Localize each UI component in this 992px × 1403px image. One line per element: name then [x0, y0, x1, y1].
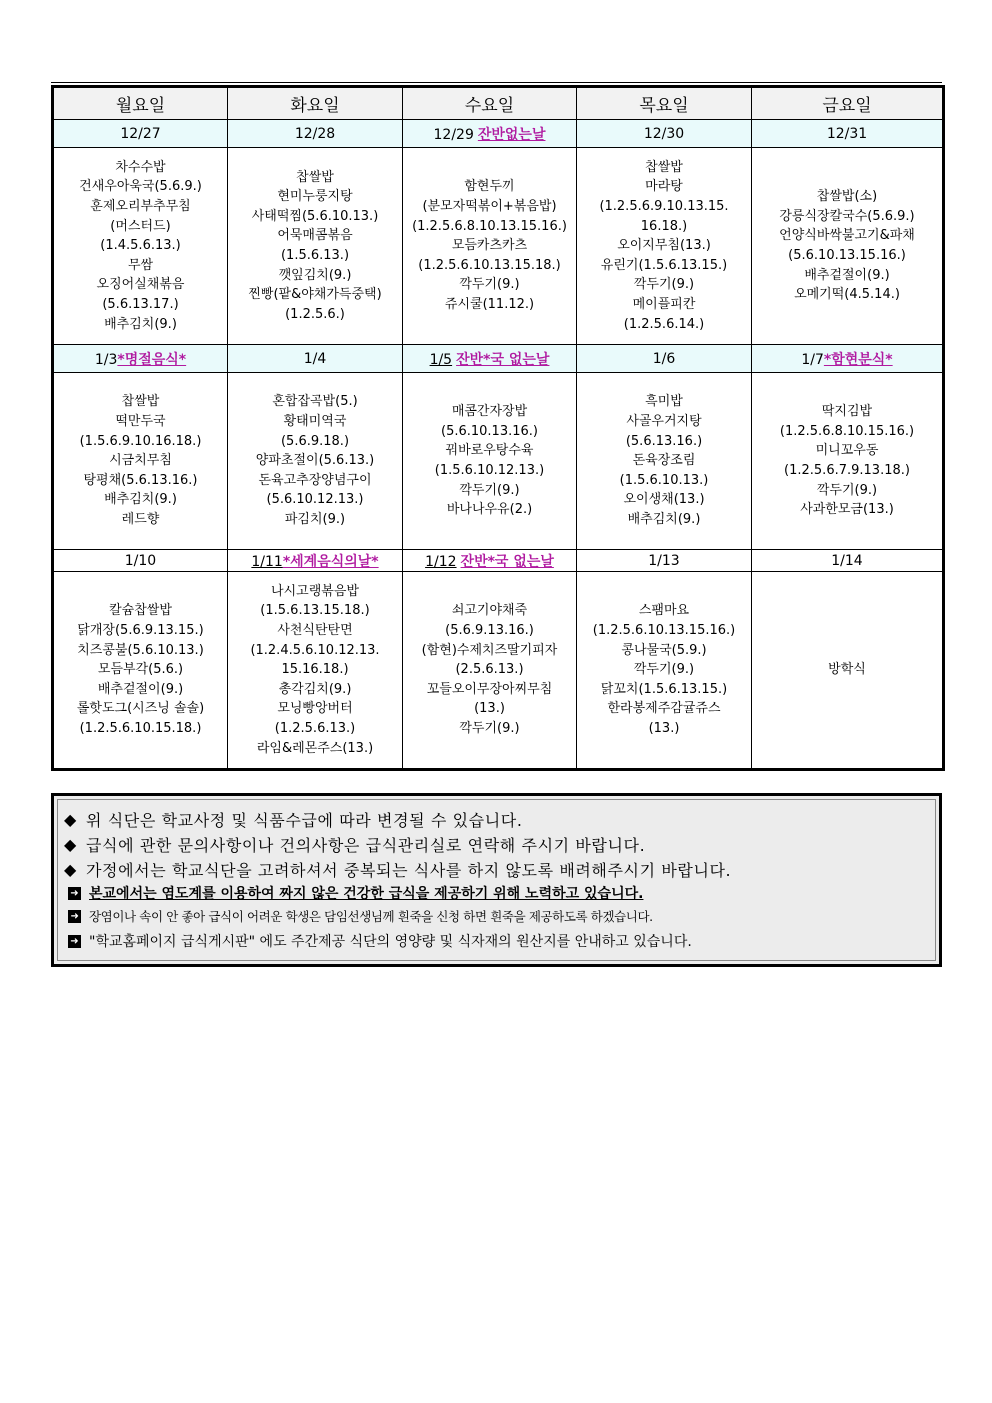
menu-item: (1.2.5.6.10.13.15.18.): [418, 257, 561, 273]
menu-item: 배추김치(9.): [627, 511, 701, 527]
menu-item: (머스터드): [110, 218, 171, 234]
menu-cell: [53, 373, 228, 550]
menu-item: 혼합잡곡밥(5.): [272, 394, 358, 410]
notice-text: 장염이나 속이 안 좋아 급식이 어려운 학생은 담임선생님께 흰죽을 신청 하면 흰죽을 제공하도록 하겠습니다.: [89, 909, 653, 924]
menu-item: 훈제오리부추무침: [90, 199, 191, 215]
date-cell: [752, 345, 944, 373]
menu-item: (1.4.5.6.13.): [100, 238, 181, 254]
menu-item: 양파초절이(5.6.13.): [255, 453, 375, 469]
menu-item: (1.2.5.6.10.13.15.16.): [592, 623, 736, 639]
date-cell: [53, 345, 228, 373]
menu-cell: [577, 373, 752, 550]
arrow-box-icon: ➜: [68, 887, 81, 900]
date-cell: [577, 120, 752, 148]
date-cell: [228, 550, 403, 572]
menu-cell: [403, 148, 577, 345]
notice-line: [64, 833, 645, 856]
notice-text: 본교에서는 염도계를 이용하여 짜지 않은 건강한 급식을 제공하기 위해 노력하고 있습니다.: [89, 886, 644, 902]
menu-item: 15.16.18.): [281, 662, 349, 678]
menu-item: 깍두기(9.): [459, 277, 520, 293]
menu-item: 모듬카츠카츠: [451, 238, 528, 254]
day-header-thu: 목요일: [577, 87, 752, 120]
menu-item: (분모자떡볶이+볶음밥): [422, 199, 557, 215]
menu-item: (1.2.5.6.14.): [623, 316, 705, 332]
menu-item: (5.6.10.13.15.16.): [788, 248, 906, 263]
date-cell: [752, 120, 944, 148]
notice-text: 급식에 관한 문의사항이나 건의사항은 급식관리실로 연락해 주시기 바랍니다.: [86, 836, 646, 855]
menu-item: 마라탕: [645, 179, 683, 195]
menu-item: 언양식바싹불고기&파채: [779, 228, 915, 244]
menu-item: 배추김치(9.): [104, 492, 177, 508]
date-label: 1/13: [648, 552, 680, 569]
menu-item: 모듬부각(5.6.): [97, 662, 184, 678]
date-label: 12/31: [826, 125, 868, 142]
menu-item: 치즈콩불(5.6.10.13.): [77, 642, 204, 658]
menu-item: 꼬들오이무장아찌무침: [426, 681, 553, 697]
menu-cell: [403, 572, 577, 770]
menu-item: 깻잎김치(9.): [278, 267, 352, 283]
menu-item: 현미누룽지탕: [277, 189, 353, 205]
menu-item: 닭개장(5.6.9.13.15.): [77, 623, 204, 639]
menu-cell: [752, 572, 944, 770]
notice-text: 위 식단은 학교사정 및 식품수급에 따라 변경될 수 있습니다.: [86, 811, 523, 830]
menu-item: 시금치무침: [109, 453, 172, 469]
date-cell: [577, 550, 752, 572]
menu-item: 칼슘찹쌀밥: [109, 603, 172, 619]
menu-item: 매콤간자장밥: [451, 404, 528, 420]
menu-item: 오이생채(13.): [623, 492, 705, 508]
menu-item: 깍두기(9.): [459, 482, 520, 498]
menu-cell: [577, 572, 752, 770]
menu-item: 찐빵(팥&야채가득중택): [248, 287, 382, 303]
arrow-box-icon: ➜: [68, 910, 81, 923]
date-label: 1/10: [124, 552, 157, 569]
menu-item: 찹쌀밥: [121, 394, 160, 410]
weekly-menu-table: [51, 85, 945, 771]
menu-item: 깍두기(9.): [816, 482, 878, 498]
date-label: 12/30: [643, 125, 685, 142]
menu-item: 레드향: [121, 511, 160, 527]
notice-line: [64, 883, 643, 903]
menu-cell: [577, 148, 752, 345]
notice-line: [64, 931, 692, 951]
menu-item: 사태떡찜(5.6.10.13.): [251, 208, 379, 224]
diamond-bullet-icon: ◆: [64, 860, 77, 879]
menu-item: 나시고랭볶음밥: [271, 583, 359, 599]
menu-item: 바나나우유(2.): [446, 502, 533, 518]
date-cell: [752, 550, 944, 572]
menu-item: (5.6.10.13.16.): [441, 423, 538, 439]
date-row-week3: [53, 550, 944, 572]
menu-item: 오이지무침(13.): [617, 238, 711, 254]
menu-item: 사골우거지탕: [626, 414, 702, 430]
menu-item: 배추김치(9.): [104, 316, 177, 332]
menu-item: (1.2.5.6.7.9.13.18.): [784, 463, 910, 478]
weekday-header-row: [53, 87, 944, 120]
day-header-wed: 수요일: [403, 87, 577, 120]
menu-row-week1: [53, 148, 944, 345]
menu-item: (1.5.6.13.15.18.): [260, 603, 370, 619]
date-label: 1/4: [303, 350, 327, 367]
menu-cell: [752, 373, 944, 550]
menu-item: (함현)수제치즈딸기피자: [421, 642, 558, 658]
menu-item: (1.2.4.5.6.10.12.13.: [250, 642, 380, 658]
date-label: 1/7: [801, 351, 824, 368]
menu-item: 떡만두국: [115, 414, 166, 430]
special-day-tag: 잔반없는날: [477, 126, 546, 143]
special-day-tag: *함현분식*: [823, 351, 893, 368]
menu-item: (1.5.6.10.12.13.): [434, 463, 545, 478]
date-label: 1/12: [425, 553, 457, 570]
menu-row-week2: [53, 373, 944, 550]
menu-item: 스팸마요: [638, 603, 690, 619]
menu-item: (5.6.13.16.): [625, 433, 703, 449]
special-day-tag: 잔반*국 없는날: [456, 351, 550, 368]
menu-item: 깍두기(9.): [633, 662, 695, 678]
menu-item: (1.2.5.6.8.10.13.15.16.): [412, 218, 567, 234]
menu-item: 쇠고기야채죽: [451, 603, 528, 619]
menu-item: 차수수밥: [115, 159, 166, 175]
day-header-fri: 금요일: [752, 87, 944, 120]
menu-item: (1.5.6.10.13.): [619, 472, 709, 488]
special-day-tag: *명절음식*: [117, 351, 187, 368]
date-row-week1: [53, 120, 944, 148]
menu-item: 파김치(9.): [284, 511, 346, 527]
date-label: 1/14: [831, 552, 863, 569]
date-cell: [403, 345, 577, 373]
menu-item: 미니꼬우동: [815, 443, 879, 459]
menu-item: 모닝빵앙버터: [277, 701, 353, 717]
menu-item: 황태미역국: [283, 414, 347, 430]
menu-item: 오징어실채볶음: [96, 277, 185, 293]
special-day-tag: 잔반*국 없는날: [460, 553, 554, 570]
date-row-week2: [53, 345, 944, 373]
menu-item: 사과한모금(13.): [800, 502, 894, 518]
menu-cell: [752, 148, 944, 345]
notice-text: "학교홈페이지 급식게시판" 에도 주간제공 식단의 영양량 및 식자재의 원산지를 안내하고 있습니다.: [89, 934, 692, 950]
menu-item: 배추겉절이(9.): [804, 267, 890, 283]
date-label: 1/11: [251, 553, 283, 570]
menu-item: (5.6.9.18.): [280, 433, 350, 449]
date-cell: [577, 345, 752, 373]
menu-item: (1.2.5.6.8.10.15.16.): [779, 423, 915, 439]
date-label: 12/29: [433, 126, 474, 143]
date-label: 12/27: [120, 125, 161, 142]
date-label: 1/3: [94, 351, 118, 368]
date-cell: [403, 550, 577, 572]
date-cell: [53, 550, 228, 572]
menu-item: 라임&레몬주스(13.): [256, 740, 374, 756]
menu-item: (13.): [474, 701, 505, 717]
menu-item: 깍두기(9.): [633, 277, 695, 293]
date-label: 1/5: [429, 351, 453, 368]
notice-text: 가정에서는 학교식단을 고려하셔서 중복되는 식사를 하지 않도록 배려해주시기 바랍니다.: [86, 861, 732, 880]
menu-item: 방학식: [828, 662, 866, 678]
date-cell: [53, 120, 228, 148]
menu-item: 찹쌀밥(소): [816, 189, 878, 205]
menu-item: (13.): [648, 720, 680, 736]
menu-item: 흑미밥: [645, 394, 683, 410]
notice-box: [51, 793, 942, 967]
menu-item: 한라봉제주감귤쥬스: [607, 701, 721, 717]
menu-item: 16.18.): [640, 218, 688, 234]
date-cell: [403, 120, 577, 148]
menu-cell: [403, 373, 577, 550]
menu-item: 딱지김밥: [821, 404, 873, 420]
menu-cell: [228, 572, 403, 770]
date-label: 12/28: [294, 125, 336, 142]
menu-item: 총각김치(9.): [278, 681, 352, 697]
notice-line: [64, 858, 731, 881]
menu-item: 돈육장조림: [632, 453, 696, 469]
menu-item: (5.6.10.12.13.): [266, 492, 364, 508]
date-cell: [228, 120, 403, 148]
menu-item: (5.6.9.13.16.): [445, 623, 534, 639]
menu-item: 콩나물국(5.9.): [621, 642, 707, 658]
menu-item: 돈육고추장양념구이: [258, 472, 372, 488]
menu-item: 무쌈: [127, 257, 154, 273]
menu-item: (1.5.6.13.): [280, 248, 350, 263]
menu-item: 메이플피칸: [632, 296, 696, 312]
menu-item: 롤핫도그(시즈닝 솔솔): [76, 701, 205, 717]
menu-cell: [53, 148, 228, 345]
menu-item: 쥬시쿨(11.12.): [444, 296, 535, 312]
menu-item: (5.6.13.17.): [102, 296, 179, 312]
arrow-box-icon: ➜: [68, 935, 81, 948]
menu-item: (1.2.5.6.10.15.18.): [79, 720, 202, 736]
diamond-bullet-icon: ◆: [64, 810, 77, 829]
top-rule: [51, 82, 942, 83]
menu-item: (1.5.6.9.10.16.18.): [79, 433, 202, 449]
menu-item: 깍두기(9.): [459, 720, 520, 736]
date-label: 1/6: [652, 350, 676, 367]
menu-item: 강릉식장칼국수(5.6.9.): [779, 208, 915, 224]
menu-cell: [53, 572, 228, 770]
menu-cell: [228, 148, 403, 345]
menu-item: 건새우아욱국(5.6.9.): [79, 179, 202, 195]
menu-item: 닭꼬치(1.5.6.13.15.): [600, 681, 728, 697]
day-header-tue: 화요일: [228, 87, 403, 120]
menu-item: 찹쌀밥: [645, 159, 683, 175]
menu-item: 어묵매콤볶음: [277, 228, 353, 244]
menu-item: 사천식탄탄면: [277, 623, 353, 639]
notice-line: [64, 808, 523, 831]
menu-item: 꿔바로우탕수육: [445, 443, 534, 459]
menu-item: 오메기떡(4.5.14.): [794, 287, 900, 303]
special-day-tag: *세계음식의날*: [282, 553, 379, 570]
menu-item: (1.2.5.6.): [285, 306, 345, 322]
diamond-bullet-icon: ◆: [64, 835, 77, 854]
menu-item: (2.5.6.13.): [455, 662, 524, 678]
menu-item: 함현두끼: [464, 179, 515, 195]
menu-cell: [228, 373, 403, 550]
menu-item: (1.2.5.6.13.): [274, 720, 356, 736]
menu-item: (1.2.5.6.9.10.13.15.: [599, 199, 729, 215]
menu-item: 탕평채(5.6.13.16.): [83, 472, 198, 488]
menu-item: 유린기(1.5.6.13.15.): [600, 257, 728, 273]
notice-line: [64, 907, 653, 925]
menu-item: 찹쌀밥: [296, 169, 334, 185]
menu-row-week3: [53, 572, 944, 770]
date-cell: [228, 345, 403, 373]
menu-item: 배추겉절이(9.): [97, 681, 184, 697]
day-header-mon: 월요일: [53, 87, 228, 120]
